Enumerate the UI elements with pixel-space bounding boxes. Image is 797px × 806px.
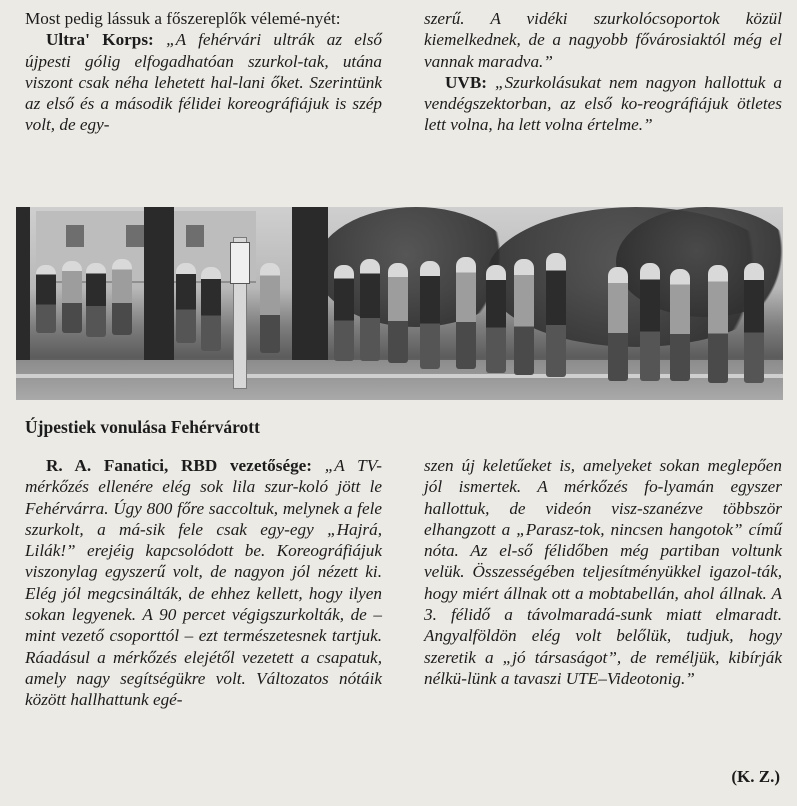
ultra-korps-name: Ultra' Korps: xyxy=(46,30,154,50)
rbd-paragraph xyxy=(25,455,382,711)
rbd-continuation xyxy=(424,455,782,689)
ultra-korps-quote-cont: szerű. A vidéki szurkolócsoportok közül kiemelkednek, de a nagyobb fővárosiaktól még el vannak maradva.” xyxy=(424,9,782,71)
uvb-name: UVB: xyxy=(445,72,488,92)
photo-caption: Újpestiek vonulása Fehérvárott xyxy=(25,417,260,437)
ultra-korps-continuation xyxy=(424,8,782,72)
photo-ground xyxy=(16,360,783,400)
ultra-korps-paragraph xyxy=(25,29,382,135)
column-right-bottom xyxy=(424,455,782,689)
ultra-korps-quote: „A fehérvári ultrák az első újpesti gólig elfogadhatóan szurkol-tak, utána viszont csak néha lehetett hal-lani őket. Szerintünk az első és a második félidei koreográfiájuk is szép volt, de egy- xyxy=(25,30,382,135)
rbd-name: R. A. Fanatici, RBD vezetősége: xyxy=(46,456,313,475)
march-photo xyxy=(16,207,783,400)
author-signature: (K. Z.) xyxy=(731,767,780,786)
uvb-quote: „Szurkolásukat nem nagyon hallottuk a vendégszektorban, az első ko-reográfiájuk ötletes lett volna, ha lett volna értelme.” xyxy=(424,72,782,135)
intro-paragraph xyxy=(25,8,382,29)
intro-text: Most pedig lássuk a főszereplők vélemé-nyét: xyxy=(25,9,341,28)
rbd-quote-cont: szen új keletűeket is, amelyeket sokan meglepően jól ismertek. A mérkőzés fo-lyamán egyszer hallottuk, de videón visz-szanézve többször elhangzott a „Parasz-tok, nincsen hangotok” című nóta. Az el-ső félidőben még partiban voltunk velük. Összességében teljesítményükkel igazol-ták, hogy miért állnak ott a mobtabellán, ahol állnak. A 3. félidő a távolmaradá-sunk miatt elmaradt. Angyalföldön elég volt belőlük, tudjuk, hogy szeretik a „jó társaságot”, de reméljük, kibírják nélkü-lünk a tavaszi UTE–Videotonig.” xyxy=(424,456,782,688)
column-left-bottom xyxy=(25,455,382,711)
column-left-top xyxy=(25,8,382,136)
column-right-top xyxy=(424,8,782,136)
uvb-paragraph xyxy=(424,72,782,136)
rbd-quote: „A TV- mérkőzés ellenére elég sok lila szur-koló jött le Fehérvárra. Úgy 800 főre saccoltuk, melynek a fele szurkolt, a má-sik fele csak egy-egy „Hajrá, Lilák!” erejéig kapcsolódott be. Koreográfiájuk viszonylag egyszerű volt, de nagyon jól nézett ki. Elég jól megcsinálták, de ehhez kellett, hogy ilyen sokan legyenek. A 90 percet végigszurkolták, de – mint vezető csoporttól – ezt természetesnek tartjuk. Ráadásul a mérkőzés elejétől vezetett a csapatuk, amely nagy segítségükre volt. Változatos nótáik között hallhattunk egé- xyxy=(25,456,383,710)
